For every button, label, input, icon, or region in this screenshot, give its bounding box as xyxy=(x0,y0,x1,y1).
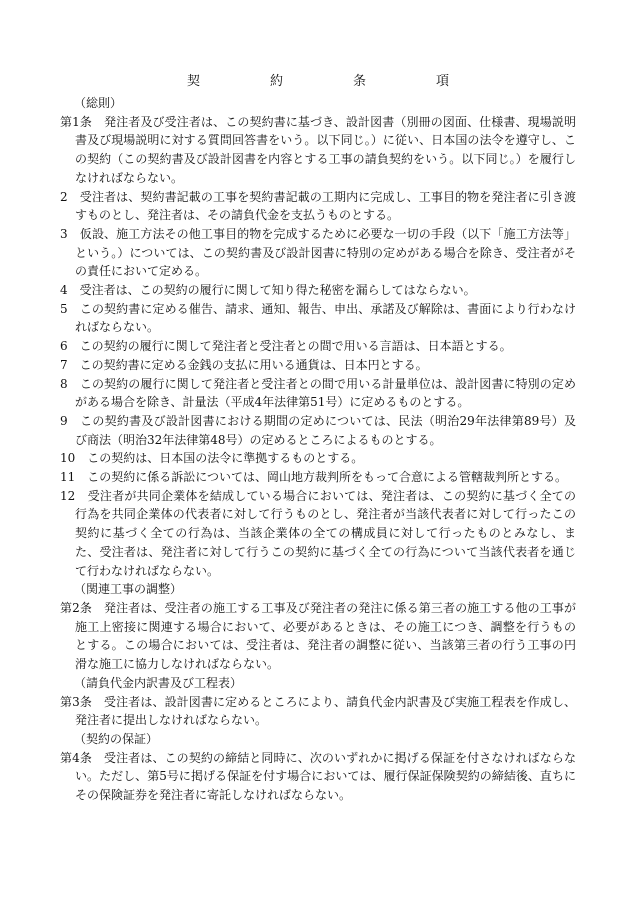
title-char: 条 xyxy=(353,74,367,89)
section-heading: （請負代金内訳書及び工程表） xyxy=(74,675,243,690)
clause-paragraph: 8 この契約の履行に関して発注者と受注者との間で用いる計量単位は、設計図書に特別の定めがある場合を除き、計量法（平成4年法律第51号）に定めるものとする。 xyxy=(60,376,576,410)
section-heading: （関連工事の調整） xyxy=(74,582,183,597)
article-paragraph: 第2条 発注者は、受注者の施工する工事及び発注者の発注に係る第三者の施工する他の工事が施工上密接に関連する場合において、必要があるときは、その施工につき、調整を行うものとする。この場合においては、受注者は、発注者の調整に従い、当該第三者の行う工事の円滑な施工に協力しなければならない。 xyxy=(60,600,576,672)
article-paragraph: 第4条 受注者は、この契約の締結と同時に、次のいずれかに掲げる保証を付さなければならない。ただし、第5号に掲げる保証を付す場合においては、履行保証保険契約の締結後、直ちにその保険証券を発注者に寄託しなければならない。 xyxy=(60,750,576,803)
title-char: 約 xyxy=(269,74,283,89)
article-paragraph: 第1条 発注者及び受注者は、この契約書に基づき、設計図書（別冊の図面、仕様書、現場説明書及び現場説明に対する質問回答書をいう。以下同じ。）に従い、日本国の法令を遵守し、この契約（この契約書及び設計図書を内容とする工事の請負契約をいう。以下同じ。）を履行しなければならない。 xyxy=(60,114,576,185)
clause-paragraph: 10 この契約は、日本国の法令に準拠するものとする。 xyxy=(60,451,364,466)
clause-paragraph: 4 受注者は、この契約の履行に関して知り得た秘密を漏らしてはならない。 xyxy=(60,283,476,298)
article-paragraph: 第3条 受注者は、設計図書に定めるところにより、請負代金内訳書及び実施工程表を作成し、発注者に提出しなければならない。 xyxy=(60,694,576,728)
clause-paragraph: 6 この契約の履行に関して発注者と受注者との間で用いる言語は、日本語とする。 xyxy=(60,339,512,354)
clause-paragraph: 5 この契約書に定める催告、請求、通知、報告、申出、承諾及び解除は、書面により行わなければならない。 xyxy=(60,301,576,335)
title-char: 項 xyxy=(436,74,450,89)
section-heading: （契約の保証） xyxy=(74,731,159,746)
clause-paragraph: 3 仮設、施工方法その他工事目的物を完成するために必要な一切の手段（以下「施工方法等」という。）については、この契約書及び設計図書に特別の定めがある場合を除き、受注者がその責任において定める。 xyxy=(60,226,576,279)
clause-paragraph: 9 この契約書及び設計図書における期間の定めについては、民法（明治29年法律第89号）及び商法（明治32年法律第48号）の定めるところによるものとする。 xyxy=(60,413,576,447)
clause-paragraph: 11 この契約に係る訴訟については、岡山地方裁判所をもって合意による管轄裁判所とする。 xyxy=(60,470,568,485)
document-title xyxy=(60,70,576,92)
title-char: 契 xyxy=(186,74,200,89)
section-heading: （総則） xyxy=(74,96,123,110)
clause-paragraph: 7 この契約書に定める金銭の支払に用いる通貨は、日本円とする。 xyxy=(60,357,428,372)
clause-paragraph: 12 受注者が共同企業体を結成している場合においては、発注者は、この契約に基づく全ての行為を共同企業体の代表者に対して行うものとし、発注者が当該代表者に対して行ったこの契約に基づく全ての行為は、当該企業体の全ての構成員に対して行ったものとみなし、また、受注者は、発注者に対して行うこの契約に基づく全ての行為について当該代表者を通じて行わなければならない。 xyxy=(60,488,576,578)
clause-paragraph: 2 受注者は、契約書記載の工事を契約書記載の工期内に完成し、工事目的物を発注者に引き渡すものとし、発注者は、その請負代金を支払うものとする。 xyxy=(60,189,576,223)
